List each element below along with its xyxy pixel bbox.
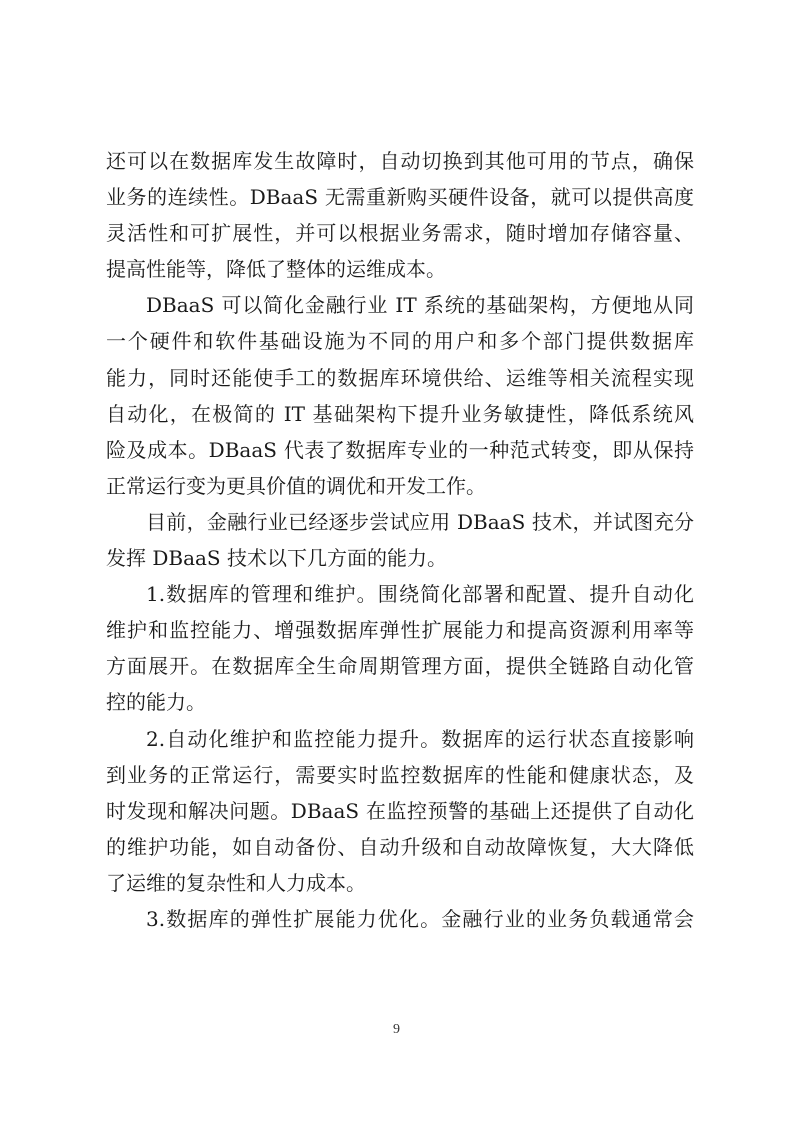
paragraph-5-line-1: 2.自动化维护和监控能力提升。数据库的运行状态直接影响 xyxy=(146,726,694,751)
paragraph-1-line-1: 还可以在数据库发生故障时，自动切换到其他可用的节点，确保 xyxy=(106,149,694,173)
paragraph-5-line-5: 了运维的复杂性和人力成本。 xyxy=(106,870,366,895)
paragraph-5-line-4: 的维护功能，如自动备份、自动升级和自动故障恢复，大大降低 xyxy=(106,834,694,859)
paragraph-3-line-1: 目前，金融行业已经逐步尝试应用 DBaaS 技术，并试图充分 xyxy=(146,509,694,534)
paragraph-1-line-2: 业务的连续性。DBaaS 无需重新购买硬件设备，就可以提供高度 xyxy=(106,185,694,210)
paragraph-4-line-2: 维护和监控能力、增强数据库弹性扩展能力和提高资源利用率等 xyxy=(106,618,694,643)
paragraph-1-line-3: 灵活性和可扩展性，并可以根据业务需求，随时增加存储容量、 xyxy=(106,221,694,246)
page-number: 9 xyxy=(393,1022,400,1037)
body-text xyxy=(106,143,694,937)
paragraph-2-line-1: DBaaS 可以简化金融行业 IT 系统的基础架构，方便地从同 xyxy=(146,293,694,318)
paragraph-2-line-6: 正常运行变为更具价值的调优和开发工作。 xyxy=(106,473,486,498)
paragraph-2-line-2: 一个硬件和软件基础设施为不同的用户和多个部门提供数据库 xyxy=(106,329,694,354)
paragraph-1-line-4: 提高性能等，降低了整体的运维成本。 xyxy=(106,257,446,282)
paragraph-4-line-4: 控的能力。 xyxy=(106,690,206,715)
paragraph-4-line-1: 1.数据库的管理和维护。围绕简化部署和配置、提升自动化 xyxy=(146,582,694,607)
paragraph-5-line-2: 到业务的正常运行，需要实时监控数据库的性能和健康状态，及 xyxy=(106,762,694,787)
paragraph-2-line-3: 能力，同时还能使手工的数据库环境供给、运维等相关流程实现 xyxy=(106,365,694,390)
paragraph-2-line-5: 险及成本。DBaaS 代表了数据库专业的一种范式转变，即从保持 xyxy=(106,437,694,462)
paragraph-2-line-4: 自动化，在极简的 IT 基础架构下提升业务敏捷性，降低系统风 xyxy=(106,401,694,426)
paragraph-3-line-2: 发挥 DBaaS 技术以下几方面的能力。 xyxy=(106,546,447,571)
paragraph-6-line-1: 3.数据库的弹性扩展能力优化。金融行业的业务负载通常会 xyxy=(146,906,694,931)
paragraph-4-line-3: 方面展开。在数据库全生命周期管理方面，提供全链路自动化管 xyxy=(106,654,694,679)
paragraph-5-line-3: 时发现和解决问题。DBaaS 在监控预警的基础上还提供了自动化 xyxy=(106,798,694,823)
